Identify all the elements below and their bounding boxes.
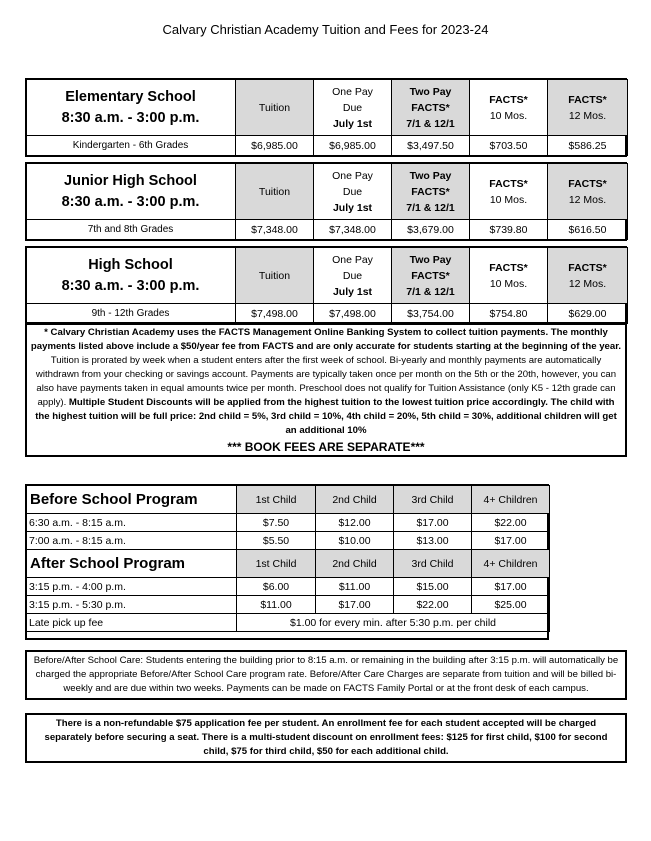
col-tuition: Tuition bbox=[236, 164, 314, 220]
one-pay-label: One Pay bbox=[332, 253, 373, 266]
program-time-label: 6:30 a.m. - 8:15 a.m. bbox=[26, 514, 237, 532]
one-pay-due: Due bbox=[342, 269, 363, 282]
program-rate: $13.00 bbox=[394, 532, 472, 550]
col-two-pay bbox=[392, 164, 470, 220]
tuition-table bbox=[25, 163, 628, 240]
tuition-table bbox=[25, 247, 628, 324]
child-column-header: 4+ Children bbox=[472, 550, 550, 578]
school-hours: 8:30 a.m. - 3:00 p.m. bbox=[61, 109, 200, 126]
program-time-label: 7:00 a.m. - 8:15 a.m. bbox=[26, 532, 237, 550]
two-pay-facts: FACTS* bbox=[411, 185, 450, 198]
program-rate: $10.00 bbox=[316, 532, 394, 550]
tuition-value: $6,985.00 bbox=[236, 136, 314, 156]
facts10-label: FACTS* bbox=[489, 177, 528, 190]
child-column-header: 2nd Child bbox=[316, 550, 394, 578]
child-column-header: 3rd Child bbox=[394, 550, 472, 578]
facts12-value: $629.00 bbox=[548, 304, 628, 324]
program-rate: $11.00 bbox=[316, 578, 394, 596]
two-pay-dates: 7/1 & 12/1 bbox=[406, 117, 455, 130]
facts12-label: FACTS* bbox=[568, 261, 607, 274]
facts12-value: $586.25 bbox=[548, 136, 628, 156]
program-rate: $17.00 bbox=[394, 514, 472, 532]
facts12-months: 12 Mos. bbox=[568, 277, 607, 290]
col-one-pay bbox=[314, 80, 392, 136]
facts12-label: FACTS* bbox=[568, 177, 607, 190]
two-pay-value: $3,497.50 bbox=[392, 136, 470, 156]
one-pay-value: $6,985.00 bbox=[314, 136, 392, 156]
child-column-header: 1st Child bbox=[237, 550, 316, 578]
one-pay-value: $7,498.00 bbox=[314, 304, 392, 324]
facts10-months: 10 Mos. bbox=[489, 193, 528, 206]
facts10-months: 10 Mos. bbox=[489, 109, 528, 122]
col-facts-10 bbox=[470, 80, 548, 136]
facts10-value: $703.50 bbox=[470, 136, 548, 156]
two-pay-value: $3,754.00 bbox=[392, 304, 470, 324]
programs-table bbox=[25, 485, 550, 632]
school-heading bbox=[26, 80, 236, 136]
program-rate: $12.00 bbox=[316, 514, 394, 532]
book-fees-note: *** BOOK FEES ARE SEPARATE*** bbox=[227, 440, 425, 454]
child-column-header: 1st Child bbox=[237, 486, 316, 514]
col-two-pay bbox=[392, 80, 470, 136]
after-school-title: After School Program bbox=[26, 550, 237, 578]
col-one-pay bbox=[314, 164, 392, 220]
col-facts-10 bbox=[470, 164, 548, 220]
school-heading bbox=[26, 164, 236, 220]
child-column-header: 4+ Children bbox=[472, 486, 550, 514]
program-rate: $15.00 bbox=[394, 578, 472, 596]
program-rate: $7.50 bbox=[237, 514, 316, 532]
tuition-value: $7,348.00 bbox=[236, 220, 314, 240]
one-pay-label: One Pay bbox=[332, 85, 373, 98]
col-facts-10 bbox=[470, 248, 548, 304]
late-fee-label: Late pick up fee bbox=[26, 614, 237, 632]
two-pay-value: $3,679.00 bbox=[392, 220, 470, 240]
program-rate: $17.00 bbox=[316, 596, 394, 614]
grades-label: Kindergarten - 6th Grades bbox=[26, 136, 236, 156]
col-one-pay bbox=[314, 248, 392, 304]
program-time-label: 3:15 p.m. - 5:30 p.m. bbox=[26, 596, 237, 614]
program-rate: $17.00 bbox=[472, 578, 550, 596]
school-hours: 8:30 a.m. - 3:00 p.m. bbox=[61, 193, 200, 210]
facts12-label: FACTS* bbox=[568, 93, 607, 106]
program-rate: $11.00 bbox=[237, 596, 316, 614]
tuition-notes bbox=[25, 323, 627, 457]
col-facts-12 bbox=[548, 248, 628, 304]
one-pay-date: July 1st bbox=[332, 117, 373, 130]
two-pay-label: Two Pay bbox=[409, 253, 452, 266]
tuition-value: $7,498.00 bbox=[236, 304, 314, 324]
facts-note: * Calvary Christian Academy uses the FACTS Management Online Banking System to collect tuition payments. The monthly payments listed above include a $50/year fee from FACTS and are only accurate for students starting at the beginning of the year. bbox=[30, 327, 622, 352]
facts10-label: FACTS* bbox=[489, 93, 528, 106]
one-pay-due: Due bbox=[342, 101, 363, 114]
program-rate: $6.00 bbox=[237, 578, 316, 596]
two-pay-dates: 7/1 & 12/1 bbox=[406, 285, 455, 298]
child-column-header: 2nd Child bbox=[316, 486, 394, 514]
one-pay-value: $7,348.00 bbox=[314, 220, 392, 240]
school-name: Elementary School bbox=[65, 88, 196, 105]
two-pay-dates: 7/1 & 12/1 bbox=[406, 201, 455, 214]
col-facts-12 bbox=[548, 164, 628, 220]
col-two-pay bbox=[392, 248, 470, 304]
one-pay-due: Due bbox=[342, 185, 363, 198]
fee-note: There is a non-refundable $75 application fee per student. An enrollment fee for each student accepted will be charged separately before securing a seat. There is a multi-student discount on enrollment fees: $125 for first child, $100 for second child, $75 for third child, $50 for each additional child. bbox=[25, 713, 627, 763]
before-school-title: Before School Program bbox=[26, 486, 237, 514]
one-pay-date: July 1st bbox=[332, 201, 373, 214]
facts10-label: FACTS* bbox=[489, 261, 528, 274]
col-facts-12 bbox=[548, 80, 628, 136]
program-rate: $17.00 bbox=[472, 532, 550, 550]
school-name: High School bbox=[88, 256, 173, 273]
col-tuition: Tuition bbox=[236, 248, 314, 304]
two-pay-facts: FACTS* bbox=[411, 101, 450, 114]
facts12-months: 12 Mos. bbox=[568, 109, 607, 122]
facts12-value: $616.50 bbox=[548, 220, 628, 240]
late-fee-value: $1.00 for every min. after 5:30 p.m. per child bbox=[237, 614, 550, 632]
facts10-value: $754.80 bbox=[470, 304, 548, 324]
col-tuition: Tuition bbox=[236, 80, 314, 136]
program-rate: $22.00 bbox=[472, 514, 550, 532]
one-pay-label: One Pay bbox=[332, 169, 373, 182]
facts10-value: $739.80 bbox=[470, 220, 548, 240]
program-rate: $5.50 bbox=[237, 532, 316, 550]
proration-note: Tuition is prorated by week when a student enters after the first week of school. Bi-yearly and monthly payments are automatically withdrawn from your checking or savings account. Payments are typically taken once per month on the 5th or the 20th, however, you can also have payments taken in equal amounts twice per month. Preschool does not qualify for Tuition Assistance (only K5 - 12th grade can apply). bbox=[35, 355, 617, 408]
discount-note: Multiple Student Discounts will be applied from the highest tuition to the lowest tuition price accordingly. The child with the highest tuition will be full price: 2nd child = 5%, 3rd child = 10%, 4th child = 20%, 5th child = 30%, additional children will get an additional 10% bbox=[35, 397, 617, 436]
one-pay-date: July 1st bbox=[332, 285, 373, 298]
program-time-label: 3:15 p.m. - 4:00 p.m. bbox=[26, 578, 237, 596]
care-note: Before/After School Care: Students entering the building prior to 8:15 a.m. or remaining in the building after 3:15 p.m. will automatically be charged the appropriate Before/After School Care program rate. Before/After Care Charges are separate from tuition and will be billed bi-weekly and are due within two weeks. Payments can be made on FACTS Family Portal or at the front desk of each campus. bbox=[25, 650, 627, 700]
grades-label: 7th and 8th Grades bbox=[26, 220, 236, 240]
program-rate: $25.00 bbox=[472, 596, 550, 614]
facts12-months: 12 Mos. bbox=[568, 193, 607, 206]
two-pay-label: Two Pay bbox=[409, 85, 452, 98]
two-pay-facts: FACTS* bbox=[411, 269, 450, 282]
tuition-table bbox=[25, 79, 628, 156]
school-name: Junior High School bbox=[64, 172, 197, 189]
child-column-header: 3rd Child bbox=[394, 486, 472, 514]
facts10-months: 10 Mos. bbox=[489, 277, 528, 290]
program-rate: $22.00 bbox=[394, 596, 472, 614]
grades-label: 9th - 12th Grades bbox=[26, 304, 236, 324]
page-title: Calvary Christian Academy Tuition and Fees for 2023-24 bbox=[162, 22, 489, 37]
school-hours: 8:30 a.m. - 3:00 p.m. bbox=[61, 277, 200, 294]
two-pay-label: Two Pay bbox=[409, 169, 452, 182]
school-heading bbox=[26, 248, 236, 304]
